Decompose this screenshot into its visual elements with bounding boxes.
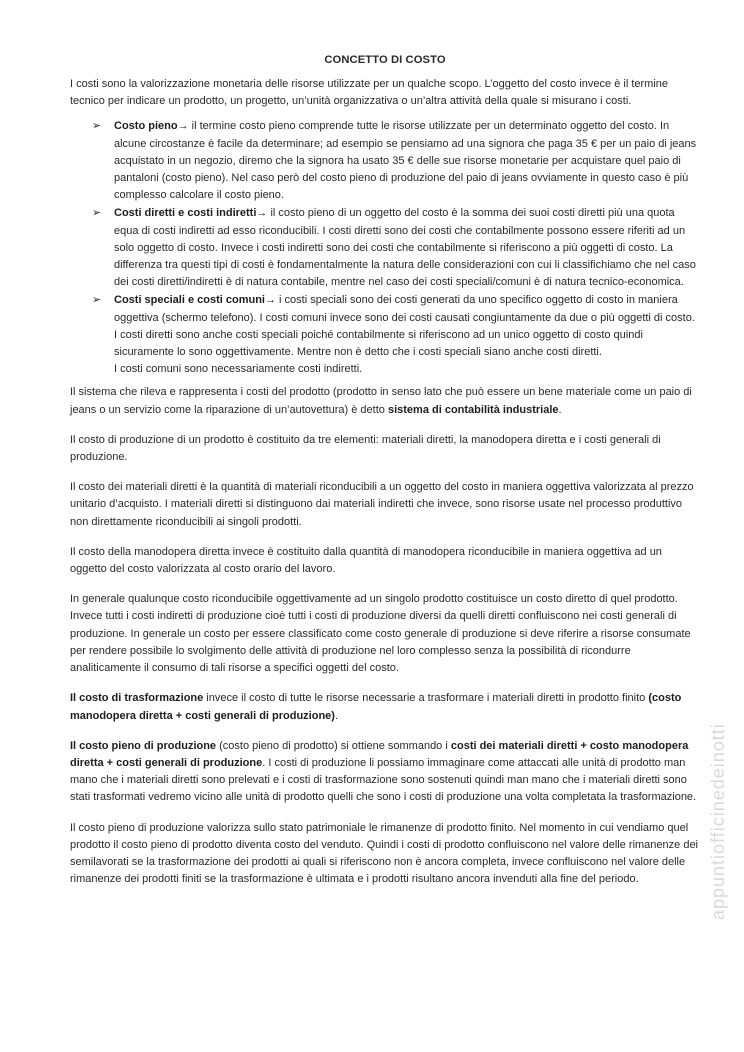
paragraph-costi-generali: In generale qualunque costo riconducibile oggettivamente ad un singolo prodotto costituisce un costo diretto di quel prodotto. Invece tutti i costi indiretti di produzione cioè tutti i costi di produzione diversi da quelli diretti confluiscono nei costi generali di produzione. In generale un costo per essere classificato come costo generale di produzione si deve riferire a risorse consumate per rendere possibile lo svolgimento delle attività di produzione nel loro complesso senza la possibilità di ricondurre analiticamente il consumo di tali risorse a specifici oggetti del costo. xyxy=(70,593,691,675)
paragraph-text: invece il costo di tutte le risorse necessarie a trasformare i materiali diretti in prodotto finito xyxy=(203,692,649,705)
paragraph-materiali-diretti: Il costo dei materiali diretti è la quantità di materiali riconducibili a un oggetto del costo in maniera oggettiva valorizzata al prezzo unitario d’acquisto. I materiali diretti si distinguono dai materiali indiretti che invece, sono risorse usate nel processo produttivo non direttamente riconducibili ai singoli prodotti. xyxy=(70,481,694,528)
paragraph-text: (costo pieno di prodotto) si ottiene sommando i xyxy=(216,739,451,752)
bullet-heading: Costi speciali e costi comuni xyxy=(114,294,265,307)
bullet-heading: Costi diretti e costi indiretti xyxy=(114,207,257,220)
bold-term: Il costo pieno di produzione xyxy=(70,739,217,752)
bullet-heading: Costo pieno xyxy=(114,120,178,133)
arrow-bullet-icon: ➢ xyxy=(92,207,102,220)
paragraph-costo-trasformazione xyxy=(70,690,700,724)
arrow-bullet-icon: ➢ xyxy=(92,120,102,133)
bullet-extra-line: I costi comuni sono necessariamente costi indiretti. xyxy=(114,363,363,376)
arrow-icon: → xyxy=(256,207,268,220)
paragraph-text: Il sistema che rileva e rappresenta i costi del prodotto (prodotto in senso lato che può essere un bene materiale come un paio di jeans o un servizio come la riparazione di un’autovettura) è detto xyxy=(70,386,692,416)
paragraph-end: . xyxy=(558,403,562,416)
bold-formula: (costo manodopera diretta + costi generali di produzione) xyxy=(70,692,682,722)
arrow-icon: → xyxy=(177,120,189,133)
paragraph-manodopera-diretta: Il costo della manodopera diretta invece è costituito dalla quantità di manodopera riconducibile in maniera oggettiva ad un oggetto del costo valorizzata al costo orario del lavoro. xyxy=(70,545,662,576)
bullet-list xyxy=(70,118,700,378)
bold-formula: costi dei materiali diretti + costo manodopera diretta + costi generali di produzione xyxy=(70,739,689,769)
watermark: appuntiofficinedeinotti xyxy=(708,723,728,920)
paragraph-costo-pieno-produzione xyxy=(70,738,700,807)
paragraph-contabilita-industriale xyxy=(70,384,700,418)
bullet-costo-pieno xyxy=(92,118,700,204)
page-title: CONCETTO DI COSTO xyxy=(324,54,446,66)
paragraph-rimanenze: Il costo pieno di produzione valorizza sullo stato patrimoniale le rimanenze di prodotto finito. Nel momento in cui vendiamo quel prodotto il costo pieno di prodotto diventa costo del venduto. Quindi i costi di prodotto confluiscono nel valore delle rimanenze dei semilavorati se la trasformazione dei prodotti ai quali si riferiscono non è ancora completa, invece confluiscono nel valore delle rimanenze dei prodotti finiti se la trasformazione è ultimata e i prodotti risultano ancora invenduti alla fine del periodo. xyxy=(70,821,698,886)
bullet-text: i costi speciali sono dei costi generati da uno specifico oggetto di costo in maniera oggettiva (schermo telefono). I costi comuni invece sono dei costi causati congiuntamente da due o più oggetti di costo. I costi diretti sono anche costi speciali poiché contabilmente si riferiscono ad un unico oggetto di costo quindi sicuramente lo sono oggettivamente. Mentre non è detto che i costi speciali siano anche costi diretti. xyxy=(114,294,695,359)
bullet-text: il termine costo pieno comprende tutte le risorse utilizzate per un determinato oggetto del costo. In alcune circostanze è facile da determinare; ad esempio se pensiamo ad una signora che paga 35 € per un paio di jeans acquistato in un negozio, diremo che la signora ha usato 35 € delle sue risorse monetarie per acquistare quel paio di pantaloni (costo pieno). Nel caso però del costo pieno di produzione del paio di jeans ovviamente in questo caso è più complesso calcolare il costo pieno. xyxy=(114,120,697,202)
paragraph-costo-produzione: Il costo di produzione di un prodotto è costituito da tre elementi: materiali diretti, la manodopera diretta e i costi generali di produzione. xyxy=(70,433,661,464)
arrow-bullet-icon: ➢ xyxy=(92,294,102,307)
paragraph-end: . I costi di produzione li possiamo immaginare come attaccati alle unità di prodotto man mano che i materiali diretti sono prelevati e i costi di trasformazione sono sostenuti quindi man mano che i materiali diretti sono stati trasformati vedremo vicino alle unità di prodotto quelli che sono i costi di produzione una volta completata la trasformazione. xyxy=(70,756,697,804)
intro-paragraph: I costi sono la valorizzazione monetaria delle risorse utilizzate per un qualche scopo. L’oggetto del costo invece è il termine tecnico per indicare un prodotto, un progetto, un’unità organizzativa o un’altra attività della quale si misurano i costi. xyxy=(70,78,668,108)
bullet-costi-speciali-comuni xyxy=(92,292,700,378)
bold-term: Il costo di trasformazione xyxy=(70,692,204,705)
bullet-costi-diretti-indiretti xyxy=(92,205,700,291)
arrow-icon: → xyxy=(265,294,276,307)
paragraph-end: . xyxy=(334,709,339,722)
bold-term: sistema di contabilità industriale xyxy=(387,403,559,416)
bullet-text: il costo pieno di un oggetto del costo è la somma dei suoi costi diretti più una quota equa di costi indiretti ad esso riconducibili. I costi diretti sono dei costi che contabilmente possono essere riferiti ad un solo oggetto di costo. Invece i costi indiretti sono dei costi che contabilmente si riferiscono a più oggetti di costo. La differenza tra questi tipi di costi è fondamentalmente la natura delle considerazioni con cui li classifichiamo che nel caso dei costi diretti/indiretti è di natura contabile, mentre nel caso dei costi speciali/comuni è di natura tecnico-economica. xyxy=(114,207,696,289)
